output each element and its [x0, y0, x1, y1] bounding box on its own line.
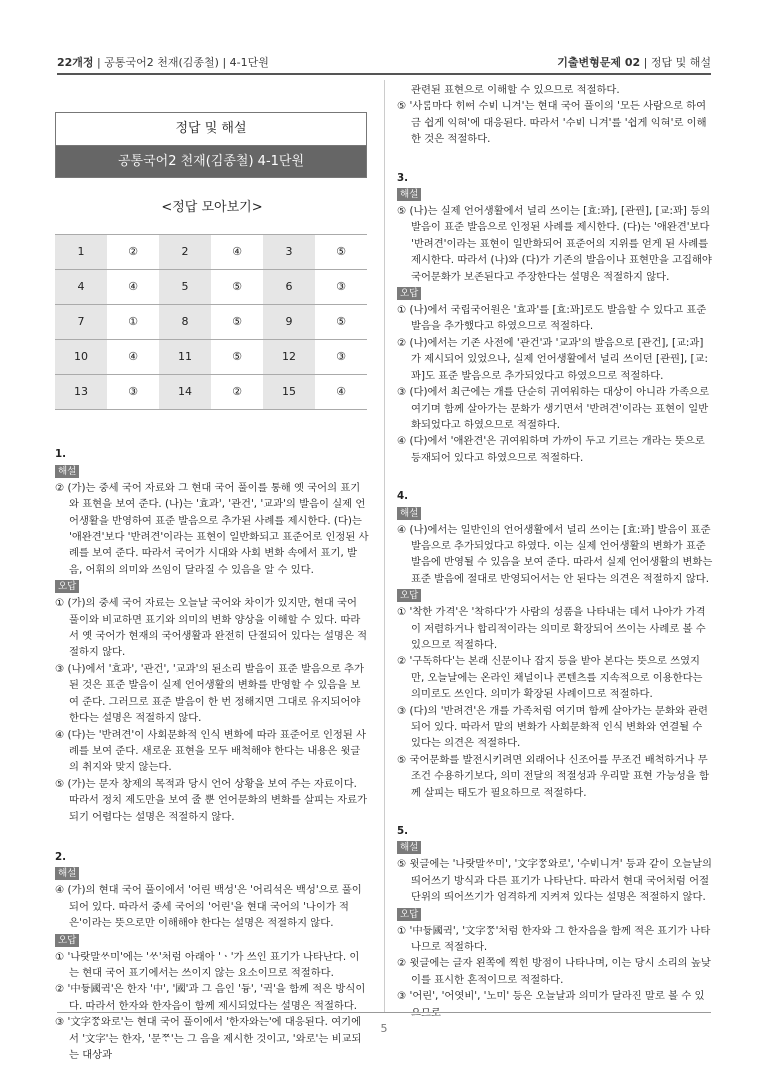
explanation-item: ⑤ 국어문화를 발전시키려면 외래어나 신조어를 무조건 배척하거나 무조건 수용하기보다, 의미 전달의 적절성과 우리말 표현 가능성을 함께 살피는 태도가 필요하므로 적절하다.: [397, 753, 710, 799]
explanation-item: ④ (다)에서 '애완견'은 귀여워하며 가까이 두고 기르는 개라는 뜻으로 등재되어 있다고 하였으므로 적절하다.: [397, 435, 705, 464]
explanation-tag-row: [397, 186, 713, 203]
right-sections: [397, 170, 713, 1021]
explanation-tag: 해설: [55, 465, 79, 478]
answer-question-number: 2: [159, 235, 211, 270]
header-rule: [57, 73, 711, 75]
explanation-tag: 해설: [397, 841, 421, 854]
explanation-item: ① (가)의 중세 국어 자료는 오늘날 국어와 차이가 있지만, 현대 국어 풀이와 비교하면 표기와 의미의 변화 양상을 이해할 수 있다. 따라서 옛 국어가 현재의 국어생활과 완전히 단절되어 있다는 설명은 적절하지 않다.: [55, 597, 368, 659]
header-subtitle: | 정답 및 해설: [640, 56, 711, 69]
answer-choice: ⑤: [315, 235, 367, 270]
answer-choice: ③: [315, 340, 367, 375]
explanation-item: ⑤ (나)는 실제 언어생활에서 널리 쓰이는 [효:꽈], [관꿘], [교:꽈] 등의 발음이 표준 발음으로 인정된 사례를 제시한다. (다)는 '애완견'보다 '반려견'이라는 표현이 일반화되어 표준어의 지위를 얻게 된 사례를 제시한다. 따라서 (나)와 (다)가 기존의 발음이나 표현만을 고집해야 국어문화가 보존된다고 주장한다는 설명은 적절하지 않다.: [397, 205, 712, 283]
explanation-item: ② (가)는 중세 국어 자료와 그 현대 국어 풀이를 통해 옛 국어의 표기와 표현을 보여 준다. (나)는 '효과', '관건', '교과'의 발음이 실제 언어생활을 반영하여 표준 발음으로 추가된 사례를 제시한다. (다)는 '애완견'보다 '반려견'이라는 표현이 일반화되고 표준어로 인정된 사례를 보여 준다. 따라서 국어가 시대와 사회 변화 속에서 표기, 발음, 어휘의 의미와 쓰임이 달라질 수 있음을 알 수 있다.: [55, 481, 369, 576]
explanation-item: ③ (다)의 '반려견'은 개를 가족처럼 여기며 함께 살아가는 문화와 관련되어 있다. 따라서 말의 변화가 사회문화적 인식 변화와 연결될 수 있다는 의견은 적절하다.: [397, 704, 708, 750]
answer-choice: ③: [315, 270, 367, 305]
explanation-tag-row: [397, 906, 713, 923]
explanation-item: ④ (가)의 현대 국어 풀이에서 '어린 백성'은 '어리석은 백성'으로 풀이되어 있다. 따라서 중세 국어의 '어린'을 현대 국어의 '나이가 적은'이라는 뜻으로만 이해해야 한다는 설명은 적절하지 않다.: [55, 884, 362, 930]
title-box: [55, 112, 367, 178]
answer-question-number: 8: [159, 305, 211, 340]
answer-row: [55, 270, 367, 305]
explanation-item: ⑤ '사ᄅᆞᆷ마다 ᄒᆡᅇᅧ 수ᄫᅵ 니겨'는 현대 국어 풀이의 '모든 사람으로 하여금 쉽게 익혀'에 대응된다. 따라서 '수ᄫᅵ 니겨'를 '쉽게 익혀'로 이해한 것은 적절하다.: [397, 100, 707, 146]
answer-table: [55, 234, 367, 410]
explanation-item: ③ '文字ᄍᆞᆼ와로'는 현대 국어 풀이에서 '한자와는'에 대응된다. 여기에서 '文字'는 한자, '문ᄍᆞ'는 그 음을 제시한 것이고, '와로'는 비교되는 대상과: [55, 1016, 362, 1061]
header-course: | 공통국어2 천재(김종철) | 4-1단원: [93, 56, 269, 69]
answer-choice: ⑤: [211, 340, 263, 375]
answer-question-number: 12: [263, 340, 315, 375]
answer-choice: ②: [211, 375, 263, 410]
explanation-item: 관련된 표현으로 이해할 수 있으므로 적절하다.: [411, 84, 620, 96]
explanation-item: ④ (나)에서는 일반인의 언어생활에서 널리 쓰이는 [효:꽈] 발음이 표준 발음으로 추가되었다고 하였다. 이는 실제 언어생활의 변화가 표준 발음에 반영될 수 있음을 보여 준다. 따라서 실제 언어생활의 변화는 표준 발음에 절대로 반영되어서는 안 된다는 의견은 적절하지 않다.: [397, 523, 713, 585]
explanation-tag: 해설: [397, 188, 421, 201]
answer-question-number: 1: [55, 235, 107, 270]
header-exam-title: 기출변형문제 02: [557, 56, 641, 69]
explanation-tag: 해설: [397, 507, 421, 520]
wrong-answer-tag: 오답: [397, 287, 421, 300]
explanation-item: ① '中듀ᇰ國귁', '文字ᄍᆞᆼ'처럼 한자와 그 한자음을 함께 적은 표기가 나타나므로 적절하다.: [397, 924, 711, 954]
wrong-answer-tag: 오답: [55, 934, 79, 947]
answer-question-number: 5: [159, 270, 211, 305]
answer-row: [55, 375, 367, 410]
answer-choice: ④: [211, 235, 263, 270]
header-edition: 22개정: [57, 56, 94, 69]
footer-rule: [57, 1012, 711, 1013]
title-box-subheading: 공통국어2 천재(김종철) 4-1단원: [56, 146, 366, 177]
answer-question-number: 3: [263, 235, 315, 270]
explanation-tag-row: [55, 932, 369, 949]
explanation-tag-row: [55, 463, 369, 480]
question-number: 5.: [397, 825, 409, 838]
explanation-item: ② 윗글에는 글자 왼쪽에 찍힌 방점이 나타나며, 이는 당시 소리의 높낮이를 표시한 흔적이므로 적절하다.: [397, 957, 711, 986]
answer-choice: ①: [107, 305, 159, 340]
left-sections: [55, 446, 369, 1063]
question-number: 4.: [397, 490, 409, 503]
wrong-answer-tag: 오답: [397, 908, 421, 921]
explanation-tag-row: [55, 865, 369, 882]
explanation-item: ① '착한 가격'은 '착하다'가 사람의 성품을 나타내는 데서 나아가 가격이 저렴하거나 합리적이라는 의미로 확장되어 쓰이는 사례로 볼 수 있으므로 적절하다.: [397, 606, 706, 651]
answer-choice: ③: [107, 375, 159, 410]
answer-choice: ④: [107, 340, 159, 375]
explanation-tag-row: [397, 839, 713, 856]
page-number: 5: [380, 1022, 388, 1035]
answer-row: [55, 305, 367, 340]
column-divider: [384, 80, 385, 1012]
explanation-item: ② '구독하다'는 본래 신문이나 잡지 등을 받아 본다는 뜻으로 쓰였지만, 오늘날에는 온라인 채널이나 콘텐츠를 지속적으로 이용한다는 의미로도 쓰인다. 의미가 확장된 사례이므로 적절하다.: [397, 655, 703, 701]
answer-question-number: 7: [55, 305, 107, 340]
explanation-tag-row: [397, 505, 713, 522]
answer-choice: ⑤: [211, 305, 263, 340]
right-intro: [397, 82, 713, 148]
answer-choice: ④: [315, 375, 367, 410]
explanation-item: ③ '어린', '어엿비', '노미' 등은 오늘날과 의미가 달라진 말로 볼 수 있으므로: [397, 990, 705, 1019]
explanation-item: ③ (나)에서 '효과', '관건', '교과'의 된소리 발음이 표준 발음으로 추가된 것은 표준 발음이 실제 언어생활의 변화를 반영할 수 있음을 보여 준다. 그러므로 표준 발음이 한 번 정해지면 그대로 유지되어야 한다는 설명은 적절하지 않다.: [55, 662, 364, 725]
answer-question-number: 6: [263, 270, 315, 305]
question-number: 3.: [397, 171, 409, 184]
explanation-tag: 해설: [55, 867, 79, 880]
wrong-answer-tag: 오답: [397, 589, 421, 602]
answer-choice: ⑤: [211, 270, 263, 305]
answer-question-number: 9: [263, 305, 315, 340]
right-column: [397, 82, 713, 1021]
answer-question-number: 13: [55, 375, 107, 410]
left-column: [55, 112, 369, 1063]
answer-question-number: 14: [159, 375, 211, 410]
answer-choice: ⑤: [315, 305, 367, 340]
header-right: [557, 54, 711, 70]
answer-question-number: 4: [55, 270, 107, 305]
explanation-item: ⑤ 윗글에는 '나랏말ᄊᆞ미', '文字ᄍᆞᆼ와로', '수ᄫᅵ니겨' 등과 같이 오늘날의 띄어쓰기 방식과 다른 표기가 나타난다. 따라서 현대 국어처럼 어절 단위의 띄어쓰기가 엄격하게 지켜져 있다는 설명은 적절하지 않다.: [397, 858, 712, 904]
question-number: 1.: [55, 448, 67, 461]
answer-question-number: 10: [55, 340, 107, 375]
answer-question-number: 15: [263, 375, 315, 410]
explanation-item: ⑤ (가)는 문자 창제의 목적과 당시 언어 상황을 보여 주는 자료이다. 따라서 정치 제도만을 보여 줄 뿐 언어문화의 변화를 살피는 자료가 되기 어렵다는 설명은 적절하지 않다.: [55, 777, 368, 823]
explanation-tag-row: [397, 285, 713, 302]
explanation-item: ② (나)에서는 기존 사전에 '관건'과 '교과'의 발음으로 [관건], [교:과]가 제시되어 있었으나, 실제 언어생활에서 널리 쓰이던 [관꿘], [교:꽈]도 표준 발음으로 추가되었다고 하였으므로 적절하다.: [397, 336, 708, 382]
header-left: [57, 54, 269, 70]
question-number: 2.: [55, 850, 67, 863]
page-header: [0, 0, 768, 74]
answer-choice: ②: [107, 235, 159, 270]
explanation-item: ① '나랏말ᄊᆞ미'에는 'ᄊᆞ'처럼 아래아 'ㆍ'가 쓰인 표기가 나타난다. 이는 현대 국어 표기에서는 쓰이지 않는 요소이므로 적절하다.: [55, 950, 360, 979]
explanation-item: ① (나)에서 국립국어원은 '효과'를 [효:꽈]로도 발음할 수 있다고 표준 발음을 추가했다고 하였으므로 적절하다.: [397, 304, 707, 333]
title-box-heading: 정답 및 해설: [56, 113, 366, 146]
explanation-item: ④ (다)는 '반려견'이 사회문화적 인식 변화에 따라 표준어로 인정된 사례를 보여 준다. 새로운 표현을 모두 배척해야 한다는 내용은 윗글의 취지와 맞지 않는다.: [55, 728, 366, 774]
answer-row: [55, 340, 367, 375]
answer-question-number: 11: [159, 340, 211, 375]
explanation-tag-row: [397, 587, 713, 604]
explanation-item: ② '中듀ᇰ國귁'은 한자 '中', '國'과 그 음인 '듕', '귁'을 함께 적은 방식이다. 따라서 한자와 한자음이 함께 제시되었다는 설명은 적절하다.: [55, 983, 366, 1012]
answer-choice: ④: [107, 270, 159, 305]
wrong-answer-tag: 오답: [55, 580, 79, 593]
answer-summary-title: <정답 모아보기>: [161, 200, 263, 215]
explanation-tag-row: [55, 578, 369, 595]
explanation-item: ③ (다)에서 최근에는 개를 단순히 귀여워하는 대상이 아니라 가족으로 여기며 함께 살아가는 문화가 생기면서 '반려견'이라는 표현이 일반화되었다고 하였으므로 적절하다.: [397, 386, 710, 431]
answer-row: [55, 235, 367, 270]
